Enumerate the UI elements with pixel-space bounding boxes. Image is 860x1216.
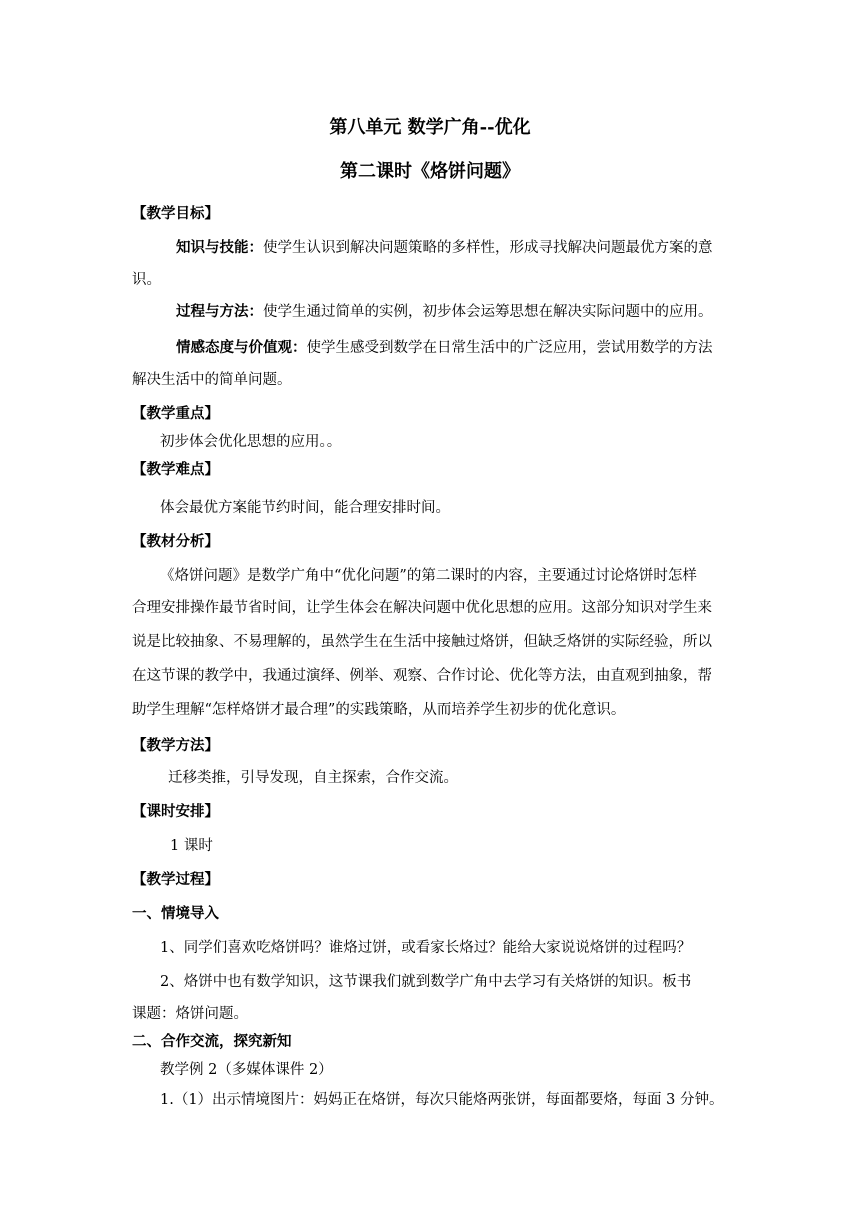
keypoints-text: 初步体会优化思想的应用。。 (160, 434, 342, 450)
section1-item1: 1、同学们喜欢吃烙饼吗？谁烙过饼，或看家长烙过？能给大家说说烙饼的过程吗？ (160, 940, 692, 956)
difficulties-heading: 【教学难点】 (132, 461, 219, 478)
knowledge-label: 知识与技能： (176, 239, 263, 256)
goals-attitude (176, 338, 713, 358)
goals-attitude-cont: 解决生活中的简单问题。 (132, 372, 292, 388)
attitude-label: 情感态度与价值观： (176, 339, 307, 356)
section2-item1: 1.（1）出示情境图片：妈妈正在烙饼，每次只能烙两张饼，每面都要烙，每面 3 分钟。 (160, 1092, 724, 1108)
analysis-line: 在这节课的教学中，我通过演绎、例举、观察、合作讨论、优化等方法，由直观到抽象，帮 (132, 668, 712, 684)
process-label: 过程与方法： (176, 303, 263, 320)
analysis-heading: 【教材分析】 (132, 533, 219, 550)
goals-heading: 【教学目标】 (132, 205, 219, 222)
process-text: 使学生通过简单的实例，初步体会运筹思想在解决实际问题中的应用。 (263, 304, 713, 320)
process-heading: 【教学过程】 (132, 871, 219, 888)
schedule-heading: 【课时安排】 (132, 803, 219, 820)
section1-item2-cont: 课题：烙饼问题。 (132, 1006, 248, 1022)
section-heading: 二、合作交流，探究新知 (132, 1033, 292, 1050)
analysis-line: 助学生理解“怎样烙饼才最合理”的实践策略，从而培养学生初步的优化意识。 (132, 702, 626, 718)
difficulties-text: 体会最优方案能节约时间，能合理安排时间。 (160, 500, 450, 516)
section-heading: 一、情境导入 (132, 905, 219, 922)
goals-process (176, 302, 713, 322)
analysis-line: 《烙饼问题》是数学广角中“优化问题”的第二课时的内容，主要通过讨论烙饼时怎样 (160, 568, 697, 584)
page-subtitle: 第二课时《烙饼问题》 (340, 161, 520, 182)
analysis-line: 合理安排操作最节省时间，让学生体会在解决问题中优化思想的应用。这部分知识对学生来 (132, 600, 712, 616)
keypoints-heading: 【教学重点】 (132, 405, 219, 422)
goals-knowledge-cont: 识。 (132, 272, 161, 288)
methods-heading: 【教学方法】 (132, 737, 219, 754)
page-title: 第八单元 数学广角--优化 (329, 117, 531, 138)
section2-example: 教学例 2（多媒体课件 2） (160, 1062, 333, 1078)
knowledge-text: 使学生认识到解决问题策略的多样性，形成寻找解决问题最优方案的意 (263, 240, 713, 256)
schedule-text: 1 课时 (170, 838, 213, 854)
section1-item2: 2、烙饼中也有数学知识，这节课我们就到数学广角中去学习有关烙饼的知识。板书 (160, 974, 692, 990)
analysis-line: 说是比较抽象、不易理解的，虽然学生在生活中接触过烙饼，但缺乏烙饼的实际经验，所以 (132, 634, 712, 650)
goals-knowledge (176, 238, 713, 258)
methods-text: 迁移类推，引导发现，自主探索，合作交流。 (168, 770, 458, 786)
attitude-text: 使学生感受到数学在日常生活中的广泛应用，尝试用数学的方法 (306, 340, 713, 356)
